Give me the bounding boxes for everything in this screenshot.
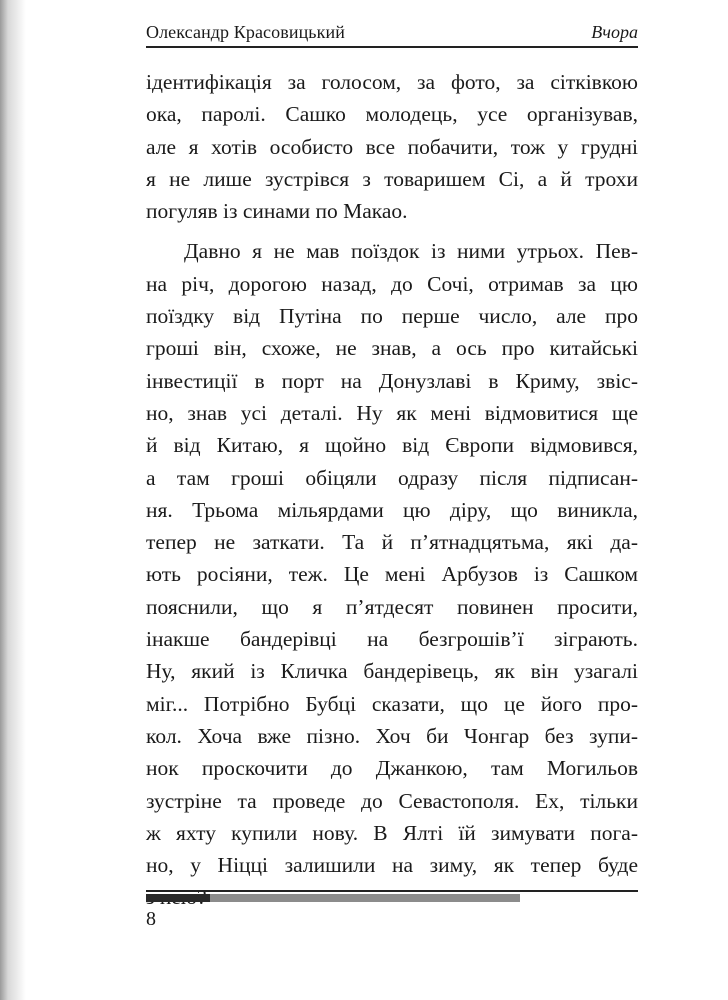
page-edge-shadow [0, 0, 30, 1000]
text-line: погуляв із синами по Макао. [146, 199, 408, 224]
text-line: кол. Хоча вже пізно. Хоч би Чонгар без зупи- [146, 723, 638, 748]
text-line: ють росіяни, теж. Це мені Арбузов із Сашком [146, 562, 638, 587]
footer-rule-dark-bar [146, 894, 210, 902]
text-line: на річ, дорогою назад, до Сочі, отримав за цю [146, 271, 638, 296]
text-line: тепер не заткати. Та й п’ятнадцятьма, які да- [146, 530, 638, 555]
paragraph-gap [146, 227, 638, 235]
text-line: зустріне та проведе до Севастополя. Ех, тільки [146, 788, 638, 813]
text-line: ока, паролі. Сашко молодець, усе організував, [146, 102, 638, 127]
page-number: 8 [146, 908, 156, 930]
text-line: но, знав усі деталі. Ну як мені відмовитися ще [146, 400, 638, 425]
text-line: інакше бандерівці на безгрошів’ї зіграють. [146, 627, 638, 652]
text-line: ня. Трьома мільярдами цю діру, що виникла, [146, 497, 638, 522]
text-line: й від Китаю, я щойно від Європи відмовився, [146, 433, 638, 458]
body-text [146, 66, 638, 914]
text-line: ідентифікація за голосом, за фото, за сітківкою [146, 70, 638, 94]
text-line: а там гроші обіцяли одразу після підписан- [146, 465, 638, 490]
text-line: інвестиції в порт на Донузлаві в Криму, звіс- [146, 368, 638, 393]
text-line: міг... Потрібно Бубці сказати, що це його про- [146, 691, 638, 716]
header-author: Олександр Красовицький [146, 22, 345, 42]
footer-rule [146, 890, 638, 904]
text-line: но, у Ніцці залишили на зиму, як тепер буде [146, 853, 638, 878]
text-line: але я хотів особисто все побачити, тож у грудні [146, 134, 638, 159]
text-line: я не лише зустрівся з товаришем Сі, а й трохи [146, 166, 638, 191]
running-header [146, 18, 638, 48]
text-line: гроші він, схоже, не знав, а ось про китайські [146, 336, 638, 361]
header-book-title: Вчора [591, 22, 638, 42]
text-line: поїздку від Путіна по перше число, але про [146, 304, 638, 329]
footer-rule-thin [146, 890, 638, 892]
text-line: пояснили, що я п’ятдесят повинен просити, [146, 594, 638, 619]
text-line: нок проскочити до Джанкою, там Могильов [146, 756, 638, 781]
text-line: Ну, який із Кличка бандерівець, як він узагалі [146, 659, 638, 684]
text-line: ж яхту купили нову. В Ялті їй зимувати пога- [146, 820, 638, 845]
text-line: Давно я не мав поїздок із ними утрьох. Пев- [184, 239, 638, 264]
footer-rule-grey-bar [210, 894, 520, 902]
